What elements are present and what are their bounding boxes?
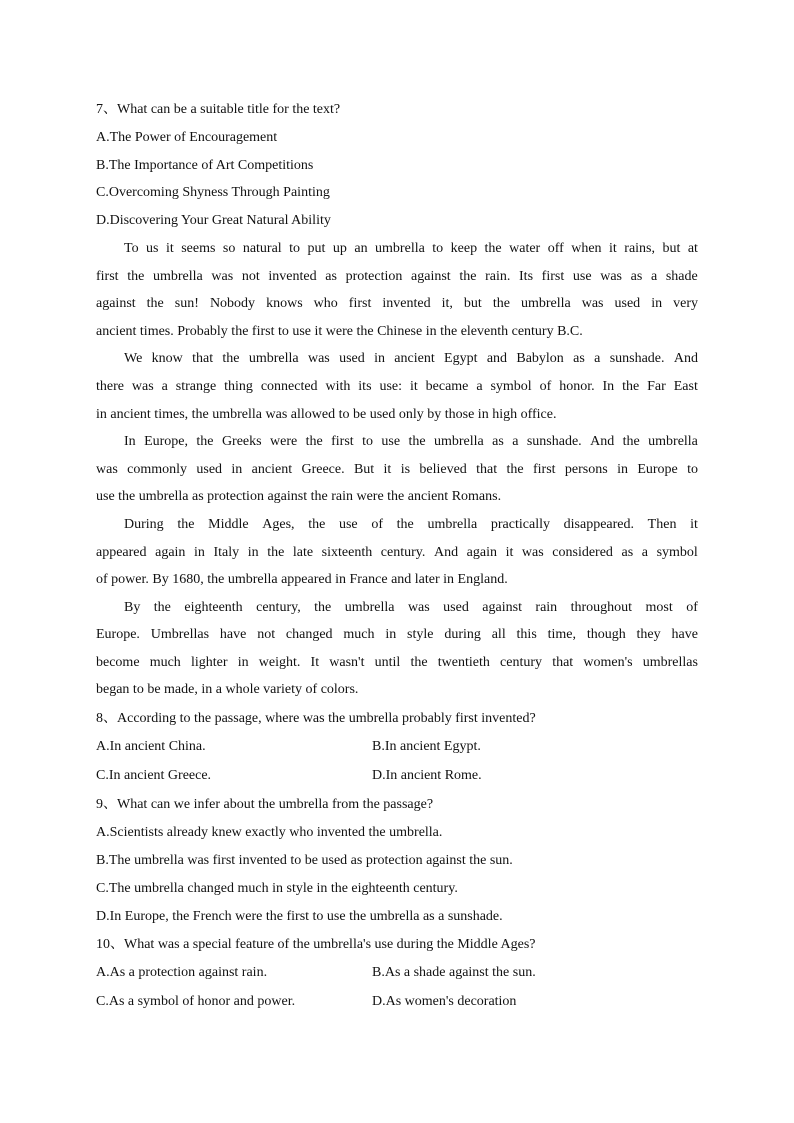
document-page [96, 96, 698, 1017]
question-9-option-b: B.The umbrella was first invented to be used as protection against the sun. [96, 853, 513, 869]
passage-line: of power. By 1680, the umbrella appeared in France and later in England. [96, 572, 508, 588]
passage-line: In Europe, the Greeks were the first to use the umbrella as a sunshade. And the umbrella [124, 434, 698, 450]
question-10-option-c: C.As a symbol of honor and power. [96, 994, 296, 1010]
question-8 [96, 704, 698, 790]
passage-line: Europe. Umbrellas have not changed much in style during all this time, though they have [96, 627, 698, 643]
passage-line: We know that the umbrella was used in ancient Egypt and Babylon as a sunshade. And [124, 351, 698, 367]
question-7-option-a: A.The Power of Encouragement [96, 129, 278, 145]
question-7-option-d: D.Discovering Your Great Natural Ability [96, 213, 331, 229]
reading-passage [96, 235, 698, 704]
question-9 [96, 790, 698, 930]
question-7-option-b: B.The Importance of Art Competitions [96, 157, 314, 173]
passage-line: there was a strange thing connected with its use: it became a symbol of honor. In the Far East [96, 378, 698, 394]
question-9-option-d: D.In Europe, the French were the first to use the umbrella as a sunshade. [96, 908, 503, 924]
question-7 [96, 96, 698, 235]
question-10-text: 10、What was a special feature of the umbrella's use during the Middle Ages? [96, 937, 536, 953]
passage-paragraph-2 [96, 345, 698, 428]
question-9-text: 9、What can we infer about the umbrella from the passage? [96, 797, 434, 813]
passage-line: began to be made, in a whole variety of colors. [96, 682, 359, 698]
passage-line: By the eighteenth century, the umbrella was used against rain throughout most of [124, 599, 698, 615]
question-10-option-b: B.As a shade against the sun. [372, 965, 536, 981]
passage-line: first the umbrella was not invented as protection against the rain. Its first use was as a shade [96, 268, 698, 284]
passage-line: against the sun! Nobody knows who first invented it, but the umbrella was used in very [96, 296, 698, 312]
passage-line: To us it seems so natural to put up an umbrella to keep the water off when it rains, but at [124, 240, 698, 256]
question-8-option-a: A.In ancient China. [96, 739, 206, 755]
question-7-option-c: C.Overcoming Shyness Through Painting [96, 185, 330, 201]
question-7-text: 7、What can be a suitable title for the text? [96, 102, 341, 117]
question-8-option-d: D.In ancient Rome. [372, 767, 482, 783]
passage-line: in ancient times, the umbrella was allowed to be used only by those in high office. [96, 406, 557, 422]
question-10 [96, 930, 698, 1016]
passage-paragraph-5 [96, 594, 698, 704]
passage-paragraph-4 [96, 511, 698, 594]
passage-line: During the Middle Ages, the use of the umbrella practically disappeared. Then it [124, 516, 698, 532]
question-9-option-a: A.Scientists already knew exactly who invented the umbrella. [96, 825, 443, 841]
passage-line: use the umbrella as protection against the rain were the ancient Romans. [96, 489, 502, 505]
passage-line: ancient times. Probably the first to use it were the Chinese in the eleventh century B.C. [96, 323, 583, 339]
question-8-option-b: B.In ancient Egypt. [372, 739, 481, 755]
question-8-text: 8、According to the passage, where was the umbrella probably first invented? [96, 711, 536, 727]
passage-line: become much lighter in weight. It wasn't until the twentieth century that women's umbrellas [96, 654, 698, 670]
question-8-option-c: C.In ancient Greece. [96, 767, 212, 783]
question-9-option-c: C.The umbrella changed much in style in the eighteenth century. [96, 880, 458, 896]
passage-paragraph-1 [96, 235, 698, 345]
question-10-option-d: D.As women's decoration [372, 994, 517, 1010]
question-10-option-a: A.As a protection against rain. [96, 965, 268, 981]
passage-line: appeared again in Italy in the late sixteenth century. And again it was considered as a symbol [96, 544, 698, 560]
passage-paragraph-3 [96, 428, 698, 511]
passage-line: was commonly used in ancient Greece. But it is believed that the first persons in Europe to [96, 461, 698, 477]
